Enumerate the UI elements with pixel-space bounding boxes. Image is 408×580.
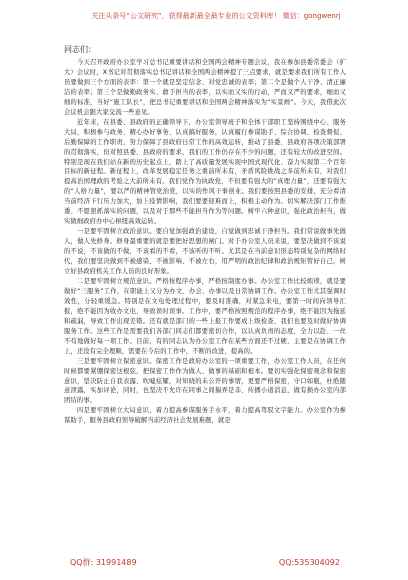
document-body [64,44,346,426]
paragraph-4: 二是要牢固树立规范意识。严格按程序办事，严格按制度办事。办公室工作比较烦琐，就是要做好“三服务”工作，在职能上又分为办文、办会、办事以及日常协调工作。办公室工作尤其强调时效性，分轻重缓急。特别是在文电处理过程中，要及时准确，对紧急来电，要第一时间向领导汇报，绝不能因为收办文电、导致误时误事。工作中，要严格按照规范的程序办事，绝不能因为拖延和疏漏，导致工作出现差错。还有就是部门的一些上报工作要成上级检查，我们也要及时做好协调服务工作。这些工作是需要我们各部门同志们都要密切合作，以认真负责的态度，全力以赴、一丝不苟地做好每一项工作。目前，有的同志认为办公室工作在某些方面还不过硬，主要是在协调工作上，还没有完全理顺，需要在今后的工作中，不断的改进，提高的。 [64,277,346,355]
paragraph-6: 四是要牢固树立大局意识，着力提高参谋服务手水平，着力提高驾驭文字能力。办公室作为参谋助手，服务县政府领导破解当前经济社会发展难题，就是 [64,407,346,425]
footer [70,556,340,570]
paragraph-2: 近年来，在县委、县政府的正确领导下，办公室领导班子和全体干部职工坚持围绕中心、服务大局，积极参与政务、精心办好事务、认真搞好服务，认真履行参谋助手、综合协调、检查督促、后勤保障的工作职责，努力保障了县政府日常工作的高效运转，推动了县委、县政府各项决策部署的贯彻落实，但对照县委、县政府的要求，我们的工作仍存在不少的问题，还有较大的改进空间。特别是现在我们站在新的历史起点上，踏上了高质量发展实现中国式现代化、奋力实现第二个百年目标的新征程。新征程上，改革发展稳定任务之重前所未有，矛盾风险挑战之多前所未有，对我们提高治国理政的考验之大前所未有。我们党作为执政党，不但要有强大的“真理力量”，还要有强大的“人格力量”，要以严的精神管党治党，以实的作风干事创业。我们要按照县委的安排，充分看清当前经济下行压力加大，加上疫情影响，我们要要迎难而上，积极主动作为。切实解决部门工作推诿、不愿狠抓落实的问题，以及对于那些不能担当作为等问题。树牢六种意识，强化政治担当，做实做细政府办中心枢纽高效运转。 [64,118,346,226]
header-banner: 关注头条号“公文研究”，获得最新最全最专业的公文资料库！ 微信：gongwenrj [91,12,341,20]
paragraph-3: 一是要牢固树立政治意识。要自觉加强政治建设，自觉做到忠诚干净担当。我们常说做事先做人，做人先修身。修身最重要的就是要把好思想的闸门。对于办公室人员来说，要坚决做到不该说的不说，不该做的不做，不该看的不看，不该听的不听。尤其是在当前意识形态特别复杂的网络时代，我们要坚决做到不被感染、不被影响、不被左右，用严明的政治纪律和政治规矩管好自己，树立好县政府机关工作人员的良好形象。 [64,228,346,276]
paragraph-5: 三是要牢固树立保密意识。保密工作是政府办公室的一项重要工作，办公室工作人员，在任何时候都要紧绷保密这根弦，把保密工作作为做人、做事的基础和根本。要切实强化保密观念和保密意识，坚决防止自我表露、吹嘘炫耀，对知晓的未公开的事情，更要严格保密，守口如瓶，杜绝随意泄露，实加评论，同时，也坚决不允许在同事之间揣弄是非、传播小道消息，做有损办公室内部团结的事。 [64,357,346,405]
footer-qq-group: QQ群: 31991489 [70,558,137,567]
footer-qq: QQ:535304092 [278,558,340,567]
greeting: 同志们： [64,45,96,54]
paragraph-1: 今天召开政府办公室学习总书记重要讲话和全国两会精神专题会议，我在参加县委常委会（扩大）会议时，X书记对贯彻落实总书记讲话和全国两会精神提了三点要求，就是要求我们所有工作人员要做到三个方面的表率：第一个就是坚定信念、对党忠诚的表率；第二个是做个人干净、清正廉洁的表率；第三个是做勤政务实、敢于担当的表率，以实而又实的行动，严而又严的要求，细而又细的标准，当好“施工队长”，把总书记重要讲话和全国两会精神落实为“实景画”。今天，我借此次会议机会跟大家交流一些意见。 [64,59,346,116]
